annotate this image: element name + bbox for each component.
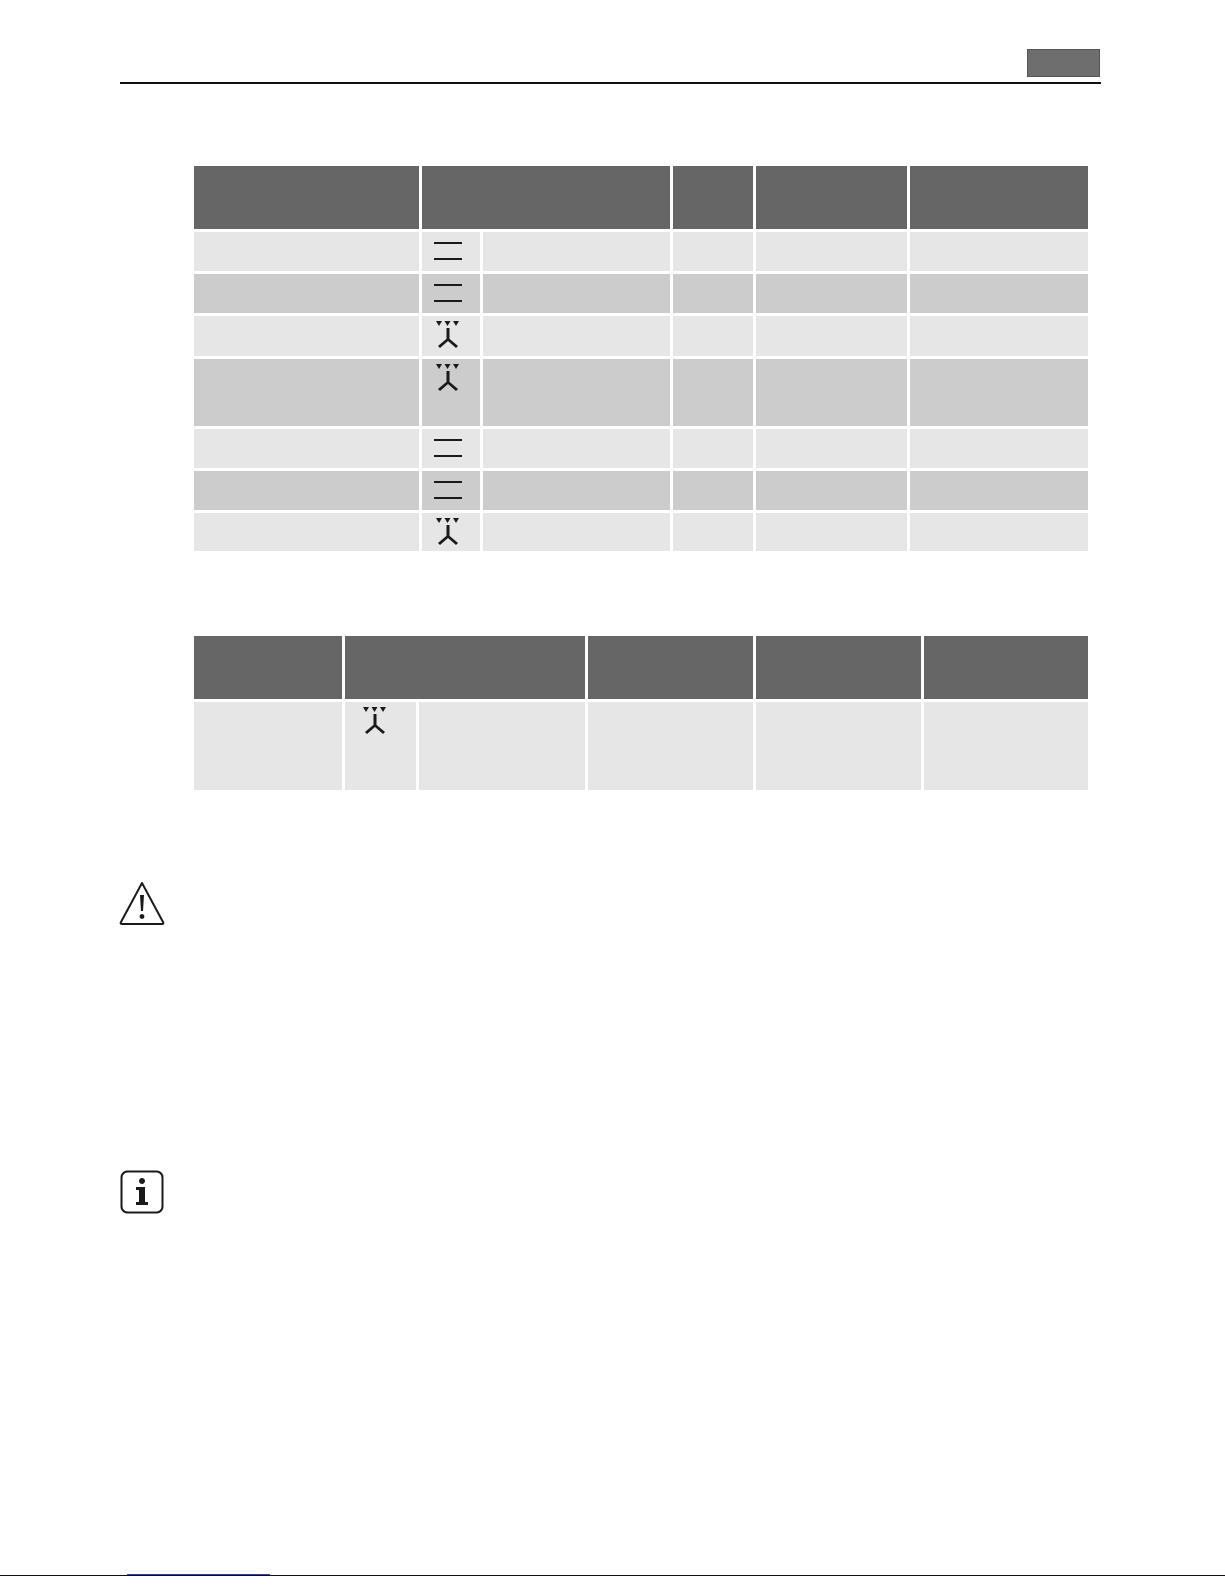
table-cell [756, 359, 907, 426]
footer-link[interactable] [127, 1573, 270, 1575]
table-row [194, 471, 419, 510]
fan-heating-icon [435, 362, 461, 394]
info-icon [120, 1170, 164, 1214]
table-cell [910, 429, 1088, 468]
table-cell-icon [422, 429, 480, 468]
table1-header-col5 [910, 166, 1088, 229]
table-cell [673, 316, 753, 356]
table-cell [910, 232, 1088, 271]
warning-callout [118, 880, 1098, 930]
header-rule [120, 82, 1101, 84]
top-bottom-heat-icon [434, 439, 462, 459]
table-cell [673, 429, 753, 468]
table-cell [910, 274, 1088, 313]
table-row [194, 274, 419, 313]
table-cell [910, 359, 1088, 426]
fan-heating-icon [435, 516, 461, 548]
table-cell-icon [422, 316, 480, 356]
table2-header-col4 [756, 636, 921, 699]
table-cell-icon [422, 232, 480, 271]
table-cell [756, 316, 907, 356]
page-section-tab [1027, 49, 1100, 77]
table-cell [483, 232, 670, 271]
table-cell [483, 471, 670, 510]
table-cell [756, 429, 907, 468]
top-bottom-heat-icon [434, 481, 462, 501]
table-row [194, 359, 419, 426]
table-cell-icon [422, 513, 480, 551]
table-cell [756, 513, 907, 551]
table-cell [483, 274, 670, 313]
table-row [194, 513, 419, 551]
table-cell [673, 513, 753, 551]
table-cell [924, 702, 1088, 790]
table-cell [910, 316, 1088, 356]
table-row [194, 702, 342, 790]
table-cell [910, 471, 1088, 510]
table1-header-col4 [756, 166, 907, 229]
table-cell [483, 429, 670, 468]
table-cell [588, 702, 753, 790]
table-cell [483, 513, 670, 551]
table2-header-col5 [924, 636, 1088, 699]
top-bottom-heat-icon [434, 284, 462, 304]
table1-header-col1 [194, 166, 419, 229]
table-cell [910, 513, 1088, 551]
table-cell [756, 274, 907, 313]
table-cell-icon [345, 702, 416, 790]
info-callout [118, 1168, 1098, 1218]
table1-header-col2 [422, 166, 670, 229]
table-cell [756, 471, 907, 510]
table-cell [673, 274, 753, 313]
table-cell [483, 359, 670, 426]
fan-heating-icon [435, 319, 461, 351]
warning-triangle-icon [118, 880, 166, 926]
table-cell [673, 359, 753, 426]
table-cell [673, 471, 753, 510]
table2-header-col3 [588, 636, 753, 699]
table2-header-col1 [194, 636, 342, 699]
table1-header-col3 [673, 166, 753, 229]
table-row [194, 429, 419, 468]
top-bottom-heat-icon [434, 242, 462, 262]
table2-header-col2 [345, 636, 585, 699]
table-cell [419, 702, 585, 790]
fan-heating-icon [362, 705, 388, 737]
footer-rule [0, 1575, 1225, 1576]
table-cell-icon [422, 359, 480, 426]
table-row [194, 232, 419, 271]
table-row [194, 316, 419, 356]
table-cell [483, 316, 670, 356]
table-cell [673, 232, 753, 271]
table-cell-icon [422, 471, 480, 510]
table-cell [756, 232, 907, 271]
table-cell [756, 702, 921, 790]
table-cell-icon [422, 274, 480, 313]
